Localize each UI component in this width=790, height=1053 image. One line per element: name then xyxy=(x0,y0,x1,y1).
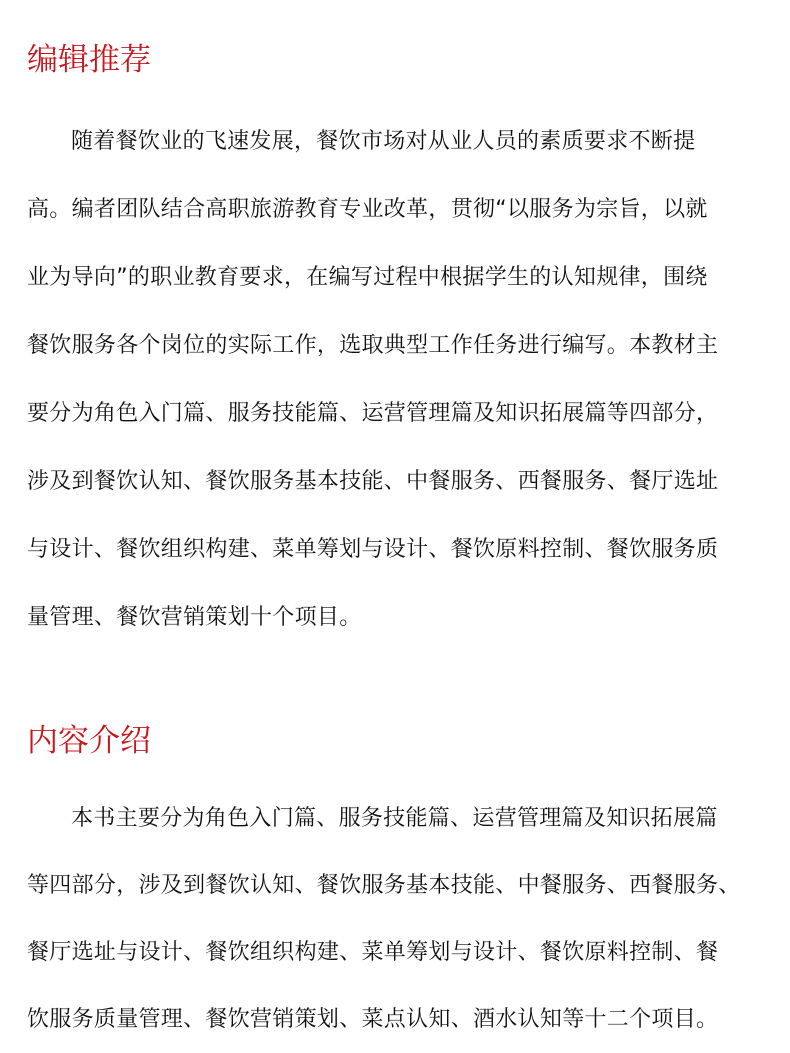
paragraph-line: 等四部分，涉及到餐饮认知、餐饮服务基本技能、中餐服务、西餐服务、 xyxy=(27,873,741,898)
paragraph-line: 要分为角色入门篇、服务技能篇、运营管理篇及知识拓展篇等四部分， xyxy=(27,401,719,426)
paragraph-line: 随着餐饮业的飞速发展，餐饮市场对从业人员的素质要求不断提 xyxy=(71,129,696,154)
content-introduction-heading: 内容介绍 xyxy=(27,723,151,759)
editor-recommendation-paragraph xyxy=(27,108,767,652)
content-introduction-section xyxy=(27,719,767,1053)
paragraph-line: 餐饮服务各个岗位的实际工作，选取典型工作任务进行编写。本教材主 xyxy=(27,333,719,358)
paragraph-line: 涉及到餐饮认知、餐饮服务基本技能、中餐服务、西餐服务、餐厅选址 xyxy=(27,469,719,494)
editor-recommendation-heading: 编辑推荐 xyxy=(27,42,151,78)
paragraph-line: 本书主要分为角色入门篇、服务技能篇、运营管理篇及知识拓展篇 xyxy=(71,806,718,831)
content-introduction-paragraph xyxy=(27,785,767,1053)
paragraph-line: 量管理、餐饮营销策划十个项目。 xyxy=(27,605,362,630)
paragraph-line: 餐厅选址与设计、餐饮组织构建、菜单筹划与设计、餐饮原料控制、餐 xyxy=(27,940,719,965)
paragraph-line: 饮服务质量管理、餐饮营销策划、菜点认知、酒水认知等十二个项目。 xyxy=(27,1007,719,1032)
editor-recommendation-section xyxy=(27,38,767,652)
paragraph-line: 高。编者团队结合高职旅游教育专业改革，贯彻“以服务为宗旨，以就 xyxy=(27,197,708,222)
paragraph-line: 与设计、餐饮组织构建、菜单筹划与设计、餐饮原料控制、餐饮服务质 xyxy=(27,537,719,562)
paragraph-line: 业为导向”的职业教育要求，在编写过程中根据学生的认知规律，围绕 xyxy=(27,265,708,290)
